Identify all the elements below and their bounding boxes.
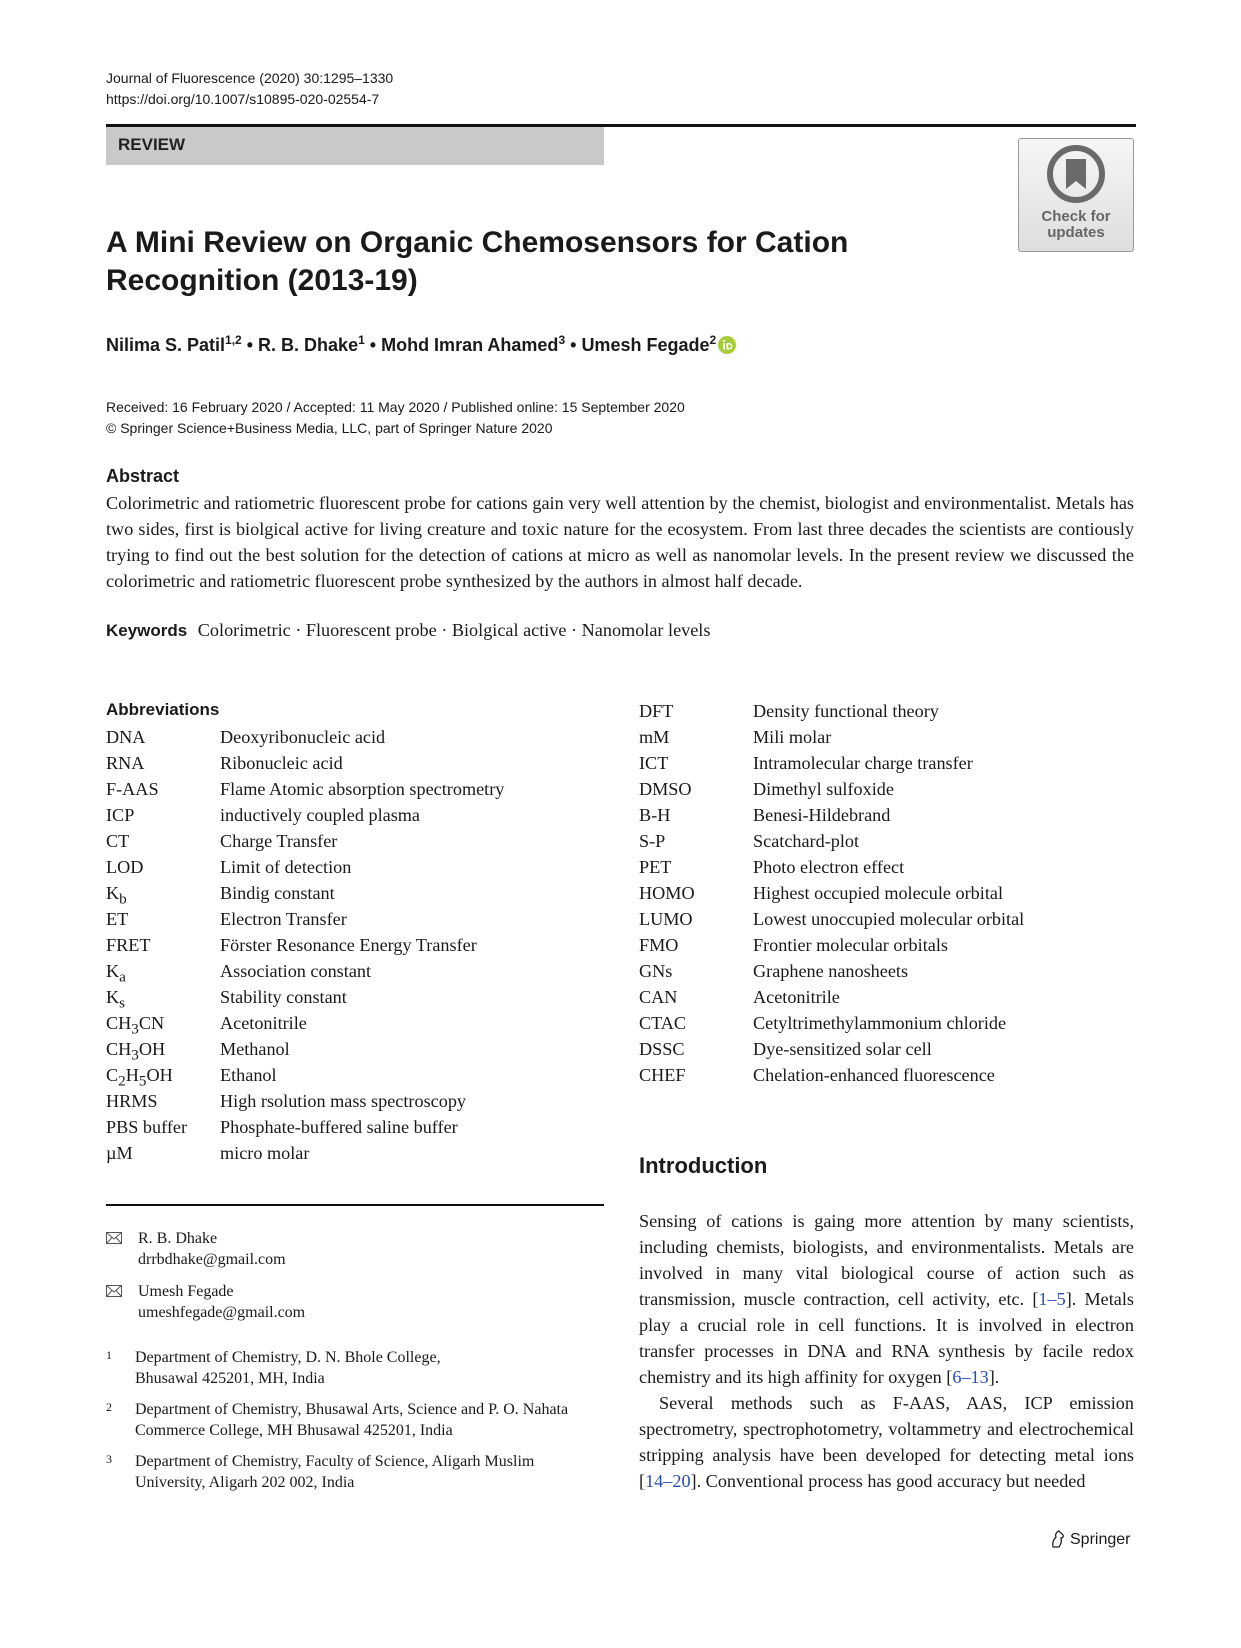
abbreviation-term: GNs: [639, 961, 673, 981]
springer-horse-icon: [1050, 1530, 1066, 1548]
envelope-icon: [106, 1285, 122, 1297]
correspondence-name: R. B. Dhake: [138, 1230, 218, 1247]
orcid-icon[interactable]: [718, 336, 736, 359]
abbreviation-definition: Limit of detection: [220, 857, 352, 877]
affiliation-line: Department of Chemistry, Bhusawal Arts, Science and P. O. Nahata: [135, 1401, 569, 1418]
abbreviation-row: [639, 1010, 1139, 1036]
abbreviation-term: HRMS: [106, 1091, 158, 1111]
author-affiliation-sup: 1,2: [225, 333, 242, 347]
keyword-separator: ·: [295, 620, 306, 640]
keywords-line: [106, 620, 710, 641]
introduction-body: [639, 1208, 1134, 1494]
text-run: Sensing of cations is gaing more attention by many scientists, including chemists, biologists, and environmentalists. Metals are involved in many vital biological course of action such as transmission, muscle contraction, cell activity, etc. [: [639, 1211, 1134, 1309]
keyword: Fluorescent probe: [305, 620, 437, 640]
abstract-text: Colorimetric and ratiometric fluorescent probe for cations gain very well attention by the chemist, biologist and environmentalist. Metals has two sides, first is biolgical active for living creature and toxic nature for the ecosystem. From last three decades the scientists are contiously trying to find out the best solution for the detection of cations at micro as well as nanomolar levels. In the present review we discussed the colorimetric and ratiometric fluorescent probe synthesized by the authors in almost half decade.: [106, 493, 1134, 591]
abbreviation-row: [106, 880, 606, 906]
author-name[interactable]: R. B. Dhake: [258, 335, 359, 355]
abbreviation-row: [639, 698, 1139, 724]
check-updates-line-1: Check for: [1041, 208, 1111, 225]
author-separator: •: [364, 335, 382, 355]
footnote-rule: [106, 1204, 604, 1206]
abbreviation-term: DNA: [106, 727, 146, 747]
abbreviation-row: [639, 880, 1139, 906]
abbreviation-definition: inductively coupled plasma: [220, 805, 421, 825]
correspondence-name: Umesh Fegade: [138, 1283, 234, 1300]
abbreviation-row: [639, 1062, 1139, 1088]
affiliation-number: 2: [106, 1400, 112, 1414]
abbreviation-definition: Cetyltrimethylammonium chloride: [753, 1013, 1007, 1033]
check-for-updates-text: [1019, 209, 1133, 241]
abbreviation-row: [106, 724, 606, 750]
abbreviation-definition: Mili molar: [753, 727, 832, 747]
abbreviation-row: [106, 750, 606, 776]
abbreviation-definition: Lowest unoccupied molecular orbital: [753, 909, 1025, 929]
affiliation-line: Commerce College, MH Bhusawal 425201, India: [135, 1422, 453, 1439]
abbreviation-definition: Flame Atomic absorption spectrometry: [220, 779, 505, 799]
abbreviation-row: [106, 1140, 606, 1166]
abbreviation-term: $K_a$: [106, 961, 126, 986]
abbreviation-definition: Dimethyl sulfoxide: [753, 779, 894, 799]
author-affiliation-sup: 3: [558, 333, 566, 347]
abbreviation-term: mM: [639, 727, 670, 747]
article-title: A Mini Review on Organic Chemosensors for Cation Recognition (2013-19): [106, 226, 849, 297]
keyword: Biolgical active: [451, 620, 567, 640]
citation-link[interactable]: 1–5: [1038, 1289, 1066, 1309]
abbreviation-term: ET: [106, 909, 129, 929]
abbreviation-row: [106, 958, 606, 984]
abbreviation-term: RNA: [106, 753, 145, 773]
abbreviation-definition: Bindig constant: [220, 883, 335, 903]
publication-info: [106, 397, 685, 439]
journal-citation: Journal of Fluorescence (2020) 30:1295–1330: [106, 70, 394, 86]
abbreviation-definition: micro molar: [220, 1143, 310, 1163]
abbreviation-term: FRET: [106, 935, 151, 955]
abbreviation-definition: Deoxyribonucleic acid: [220, 727, 386, 747]
abbreviation-term: $CH_3CN$: [106, 1013, 165, 1038]
abbreviation-row: [639, 776, 1139, 802]
abbreviation-definition: Ethanol: [220, 1065, 277, 1085]
abbreviation-definition: High rsolution mass spectroscopy: [220, 1091, 467, 1111]
check-updates-line-2: updates: [1047, 224, 1105, 241]
bookmark-icon: [1047, 145, 1105, 207]
abbreviation-row: [106, 1036, 606, 1062]
envelope-icon: [106, 1232, 122, 1244]
journal-header: [106, 68, 393, 110]
abbreviation-definition: Dye-sensitized solar cell: [753, 1039, 932, 1059]
abbreviation-row: [639, 984, 1139, 1010]
introduction-heading: Introduction: [639, 1153, 768, 1178]
abbreviation-term: S-P: [639, 831, 666, 851]
keyword: Nanomolar levels: [581, 620, 711, 640]
abbreviation-row: [106, 932, 606, 958]
abbreviation-row: [106, 1062, 606, 1088]
abbreviation-definition: Ribonucleic acid: [220, 753, 343, 773]
check-for-updates-badge[interactable]: [1018, 138, 1134, 252]
correspondence-email[interactable]: umeshfegade@gmail.com: [138, 1304, 306, 1321]
abbreviation-term: CT: [106, 831, 130, 851]
abbreviation-term: µM: [106, 1143, 133, 1163]
abbreviation-term: FMO: [639, 935, 679, 955]
abbreviation-definition: Association constant: [220, 961, 372, 981]
abbreviation-term: HOMO: [639, 883, 695, 903]
abbreviation-term: DSSC: [639, 1039, 685, 1059]
abbreviation-definition: Photo electron effect: [753, 857, 905, 877]
abbreviation-term: DFT: [639, 701, 674, 721]
abbreviation-definition: Förster Resonance Energy Transfer: [220, 935, 477, 955]
doi-link[interactable]: https://doi.org/10.1007/s10895-020-02554-7: [106, 91, 380, 107]
abbreviation-row: [639, 802, 1139, 828]
abbreviation-term: $C_2H_5OH$: [106, 1065, 173, 1090]
abbreviation-row: [639, 854, 1139, 880]
citation-link[interactable]: 14–20: [645, 1471, 691, 1491]
abbreviation-row: [639, 1036, 1139, 1062]
abbreviation-term: CAN: [639, 987, 678, 1007]
abbreviation-definition: Density functional theory: [753, 701, 939, 721]
publisher-name: Springer: [1070, 1531, 1131, 1548]
abbreviation-definition: Acetonitrile: [220, 1013, 307, 1033]
abbreviation-definition: Charge Transfer: [220, 831, 338, 851]
correspondence-email[interactable]: drrbdhake@gmail.com: [138, 1251, 286, 1268]
author-affiliation-sup: 1: [358, 333, 365, 347]
abbreviation-row: [639, 724, 1139, 750]
keyword-separator: ·: [571, 620, 582, 640]
affiliation-line: Department of Chemistry, D. N. Bhole College,: [135, 1349, 441, 1366]
section-banner: [106, 127, 604, 165]
abbreviation-row: [106, 828, 606, 854]
abbreviation-definition: Graphene nanosheets: [753, 961, 909, 981]
abbreviation-definition: Phosphate-buffered saline buffer: [220, 1117, 458, 1137]
abbreviation-definition: Highest occupied molecule orbital: [753, 883, 1003, 903]
abbreviation-row: [106, 1114, 606, 1140]
abbreviation-row: [106, 906, 606, 932]
affiliation-number: 1: [106, 1348, 112, 1362]
abbreviation-definition: Acetonitrile: [753, 987, 840, 1007]
affiliation-line: University, Aligarh 202 002, India: [135, 1474, 355, 1491]
abbreviation-term: CHEF: [639, 1065, 686, 1085]
abbreviation-definition: Methanol: [220, 1039, 290, 1059]
abbreviation-row: [639, 932, 1139, 958]
abbreviation-definition: Electron Transfer: [220, 909, 347, 929]
text-run: Several methods such as F-AAS, AAS, ICP emission spectrometry, spectrophotometry, voltammetry and electrochemical stripping analysis have been developed for detecting metal ions [: [639, 1393, 1134, 1491]
publisher-logo: [1050, 1530, 1130, 1549]
text-run: ]. Metals play a crucial role in cell functions. It is involved in electron transfer processes in DNA and RNA synthesis by facile redox chemistry and its high affinity for oxygen [: [639, 1289, 1134, 1387]
abbreviation-term: CTAC: [639, 1013, 687, 1033]
author-name[interactable]: Mohd Imran Ahamed: [381, 335, 559, 355]
abbreviation-term: F-AAS: [106, 779, 159, 799]
abbreviation-row: [639, 958, 1139, 984]
author-name[interactable]: Nilima S. Patil: [106, 335, 226, 355]
abbreviations-list-left: [106, 724, 606, 1166]
abbreviation-term: B-H: [639, 805, 671, 825]
abbreviation-term: ICP: [106, 805, 135, 825]
introduction-paragraph: [639, 1390, 1134, 1494]
author-separator: •: [241, 335, 259, 355]
abbreviation-definition: Chelation-enhanced fluorescence: [753, 1065, 995, 1085]
abbreviation-definition: Intramolecular charge transfer: [753, 753, 973, 773]
citation-link[interactable]: 6–13: [952, 1367, 989, 1387]
abbreviation-term: LOD: [106, 857, 144, 877]
abbreviation-term: DMSO: [639, 779, 692, 799]
abbreviation-row: [106, 1088, 606, 1114]
abbreviation-row: [106, 984, 606, 1010]
introduction-paragraph: [639, 1208, 1134, 1390]
affiliation-line: Department of Chemistry, Faculty of Science, Aligarh Muslim: [135, 1453, 535, 1470]
abbreviation-definition: Stability constant: [220, 987, 347, 1007]
affiliation-line: Bhusawal 425201, MH, India: [135, 1370, 325, 1387]
abbreviation-term: ICT: [639, 753, 669, 773]
abbreviation-row: [106, 1010, 606, 1036]
abbreviation-term: PBS buffer: [106, 1117, 188, 1137]
abbreviation-term: $K_s$: [106, 987, 126, 1012]
abbreviation-definition: Benesi-Hildebrand: [753, 805, 891, 825]
abbreviation-row: [639, 828, 1139, 854]
copyright-notice: © Springer Science+Business Media, LLC, part of Springer Nature 2020: [106, 420, 553, 436]
affiliation-number: 3: [106, 1452, 112, 1466]
author-separator: •: [565, 335, 582, 355]
keyword-separator: ·: [441, 620, 452, 640]
abbreviation-term: $K_b$: [106, 883, 127, 908]
author-name[interactable]: Umesh Fegade: [581, 335, 710, 355]
abbreviation-row: [639, 906, 1139, 932]
abbreviation-definition: Frontier molecular orbitals: [753, 935, 948, 955]
abbreviation-term: LUMO: [639, 909, 693, 929]
abbreviation-row: [639, 750, 1139, 776]
text-run: ]. Conventional process has good accuracy but needed: [690, 1471, 1086, 1491]
abstract-heading: Abstract: [106, 466, 180, 486]
abbreviation-definition: Scatchard-plot: [753, 831, 860, 851]
section-label: REVIEW: [118, 135, 186, 154]
keywords-label: Keywords: [106, 621, 188, 640]
publication-dates: Received: 16 February 2020 / Accepted: 11 May 2020 / Published online: 15 September 2020: [106, 399, 685, 415]
author-affiliation-sup: 2: [709, 333, 717, 347]
abbreviation-row: [106, 776, 606, 802]
abbreviations-heading: Abbreviations: [106, 700, 220, 719]
abbreviations-list-right: [639, 698, 1139, 1088]
author-list: [106, 333, 736, 359]
abbreviation-term: PET: [639, 857, 672, 877]
abbreviation-row: [106, 802, 606, 828]
abbreviation-row: [106, 854, 606, 880]
abbreviation-term: $CH_3OH$: [106, 1039, 166, 1064]
text-run: ].: [988, 1367, 1000, 1387]
keyword: Colorimetric: [197, 620, 291, 640]
